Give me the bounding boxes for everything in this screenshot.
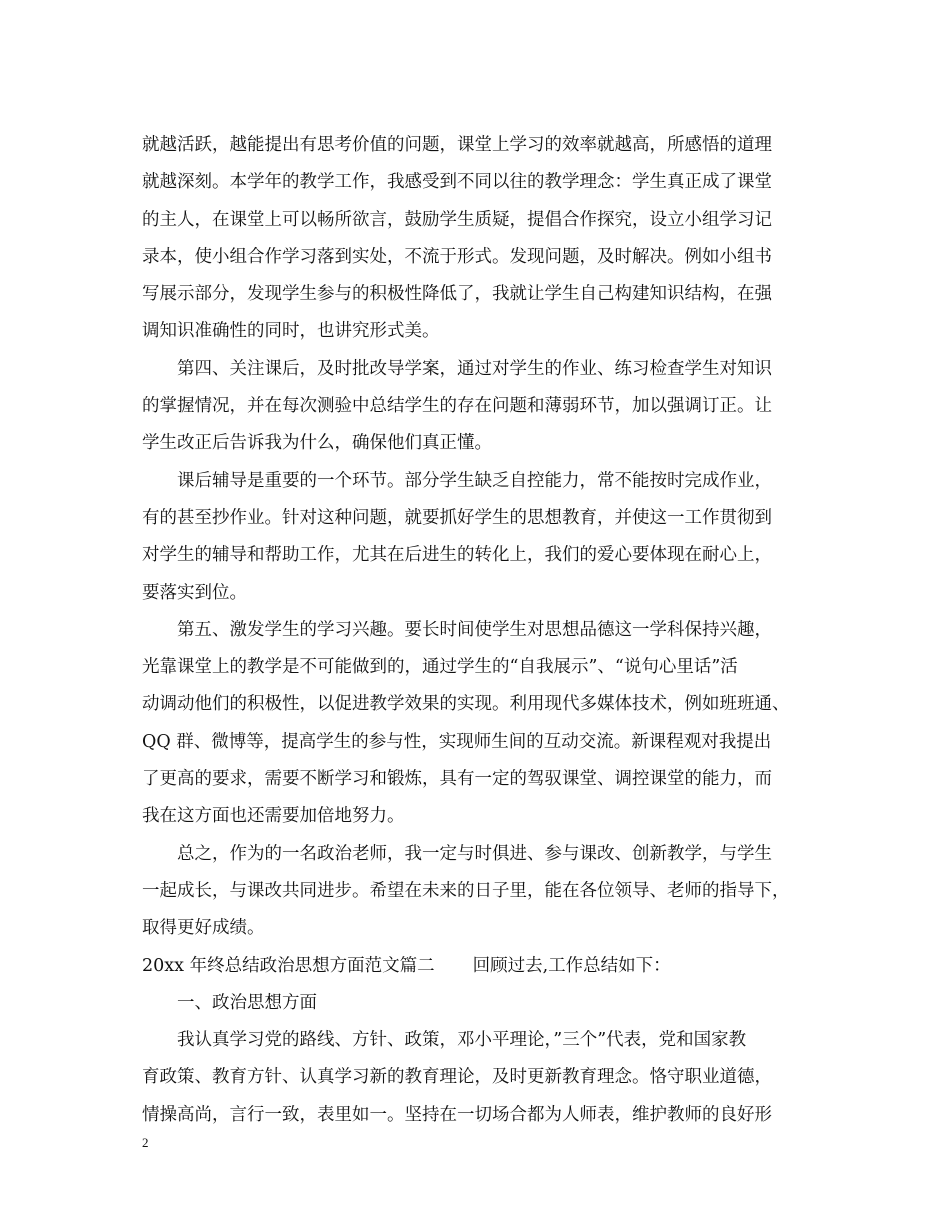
paragraph-line: 学生改正后告诉我为什么，确保他们真正懂。 xyxy=(142,433,492,454)
page-number: 2 xyxy=(142,1135,149,1150)
paragraph-line: 光靠课堂上的教学是不可能做到的，通过学生的“自我展示”、“说句心里话”活 xyxy=(142,657,738,678)
paragraph-line: 育政策、教育方针、认真学习新的教育理论，及时更新教育理念。恪守职业道德， xyxy=(142,1067,772,1088)
paragraph-line: QQ 群、微博等，提高学生的参与性，实现师生间的互动交流。新课程观对我提出 xyxy=(142,731,772,752)
paragraph-line: 第五、激发学生的学习兴趣。要长时间使学生对思想品德这一学科保持兴趣， xyxy=(177,619,772,640)
paragraph-line: 第四、关注课后，及时批改导学案，通过对学生的作业、练习检查学生对知识 xyxy=(177,358,772,379)
paragraph-line: 情操高尚，言行一致，表里如一。坚持在一切场合都为人师表，维护教师的良好形 xyxy=(142,1104,772,1125)
paragraph-line: 取得更好成绩。 xyxy=(142,918,265,939)
paragraph-line: 写展示部分，发现学生参与的积极性降低了，我就让学生自己构建知识结构，在强 xyxy=(142,284,772,305)
section-intro: 回顾过去,工作总结如下： xyxy=(472,955,671,976)
section-title: 20xx 年终总结政治思想方面范文篇二 xyxy=(142,955,435,976)
paragraph-line: 课后辅导是重要的一个环节。部分学生缺乏自控能力，常不能按时完成作业， xyxy=(177,470,772,491)
paragraph-line: 调知识准确性的同时，也讲究形式美。 xyxy=(142,321,440,342)
paragraph-line: 就越活跃，越能提出有思考价值的问题，课堂上学习的效率就越高，所感悟的道理 xyxy=(142,135,772,155)
paragraph-line: 了更高的要求，需要不断学习和锻炼，具有一定的驾驭课堂、调控课堂的能力，而 xyxy=(142,769,772,790)
paragraph-line: 我认真学习党的路线、方针、政策，邓小平理论，”三个”代表，党和国家教 xyxy=(177,1030,747,1051)
paragraph-line: 总之，作为的一名政治老师，我一定与时俱进、参与课改、创新教学，与学生 xyxy=(177,843,772,864)
section-heading: 一、政治思想方面 xyxy=(177,992,317,1013)
paragraph-line: 就越深刻。本学年的教学工作，我感受到不同以往的教学理念：学生真正成了课堂 xyxy=(142,172,772,193)
paragraph-line: 要落实到位。 xyxy=(142,582,247,603)
paragraph-line: 对学生的辅导和帮助工作，尤其在后进生的转化上，我们的爱心要体现在耐心上， xyxy=(142,545,772,566)
paragraph-line: 有的甚至抄作业。针对这种问题，就要抓好学生的思想教育，并使这一工作贯彻到 xyxy=(142,507,772,528)
paragraph-line: 录本，使小组合作学习落到实处，不流于形式。发现问题，及时解决。例如小组书 xyxy=(142,246,772,267)
paragraph-line: 一起成长，与课改共同进步。希望在未来的日子里，能在各位领导、老师的指导下， xyxy=(142,880,790,901)
paragraph-line: 的掌握情况，并在每次测验中总结学生的存在问题和薄弱环节，加以强调订正。让 xyxy=(142,396,772,417)
section-title-line xyxy=(142,948,822,985)
paragraph-line: 动调动他们的积极性，以促进教学效果的实现。利用现代多媒体技术，例如班班通、 xyxy=(142,694,790,715)
paragraph-line: 的主人，在课堂上可以畅所欲言，鼓励学生质疑，提倡合作探究，设立小组学习记 xyxy=(142,209,772,230)
document-body xyxy=(142,127,822,1134)
paragraph-line: 我在这方面也还需要加倍地努力。 xyxy=(142,806,405,827)
